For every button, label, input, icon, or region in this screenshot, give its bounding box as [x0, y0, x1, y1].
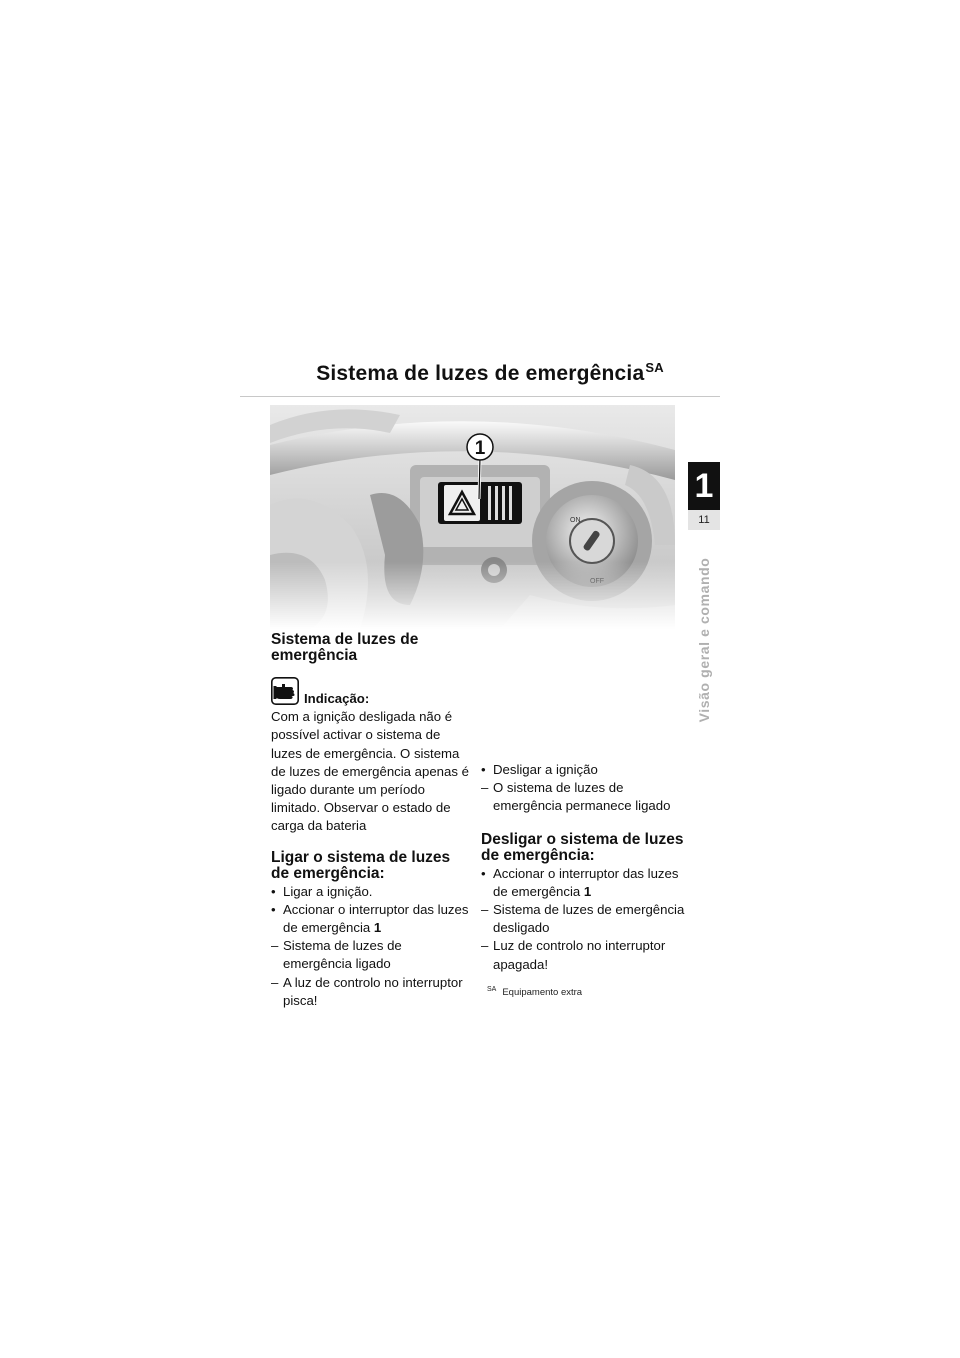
list-item: – Sistema de luzes de emergência desligado	[481, 902, 685, 936]
switch-off-title: Desligar o sistema de luzes de emergência:	[481, 830, 684, 865]
chapter-number: 1	[688, 462, 720, 510]
chapter-side-label: Visão geral e comando	[696, 557, 712, 723]
left-column	[271, 632, 471, 1010]
list-item: • Ligar a ignição.	[271, 883, 373, 899]
callout-reference: 1	[583, 883, 592, 899]
chapter-tab	[688, 464, 720, 530]
footnote	[487, 986, 582, 998]
right-column	[481, 761, 686, 974]
note-text: Com a ignição desligada não é possível activar o sistema de luzes de emergência. O sistema de luzes de emergência apenas é ligado durante um período limitado. Observar o estado de carga da bateria	[271, 709, 469, 834]
title-divider	[240, 396, 720, 397]
note-hand-icon	[271, 677, 299, 705]
switch-on-steps	[271, 883, 471, 1010]
note-label: Indicação:	[304, 691, 370, 706]
footnote-marker: SA	[487, 986, 497, 993]
list-item: – O sistema de luzes de emergência permanece ligado	[481, 780, 671, 814]
list-item: – A luz de controlo no interruptor pisca!	[271, 974, 463, 1008]
list-item: • Desligar a ignição	[481, 762, 598, 777]
list-item: • Accionar o interruptor das luzes de emergência 1	[481, 865, 679, 899]
page-number: 11	[698, 514, 710, 526]
page-title: Sistema de luzes de emergência$^{SA}$	[316, 360, 664, 385]
note-block	[271, 677, 471, 708]
list-item: – Sistema de luzes de emergência ligado	[271, 938, 402, 972]
ignition-off-steps	[481, 761, 686, 816]
hazard-switch-photo	[270, 405, 675, 629]
title-superscript: SA	[645, 360, 664, 375]
figure-callout: 1	[474, 438, 486, 459]
list-item: • Accionar o interruptor das luzes de emergência 1	[271, 901, 469, 936]
list-item: – Luz de controlo no interruptor apagada!	[481, 938, 666, 972]
footnote-text: Equipamento extra	[502, 987, 583, 998]
switch-on-title: Ligar o sistema de luzes de emergência:	[271, 848, 451, 883]
switch-off-steps	[481, 865, 686, 974]
section-title: Sistema de luzes de emergência	[271, 631, 419, 664]
callout-reference: 1	[373, 920, 382, 936]
